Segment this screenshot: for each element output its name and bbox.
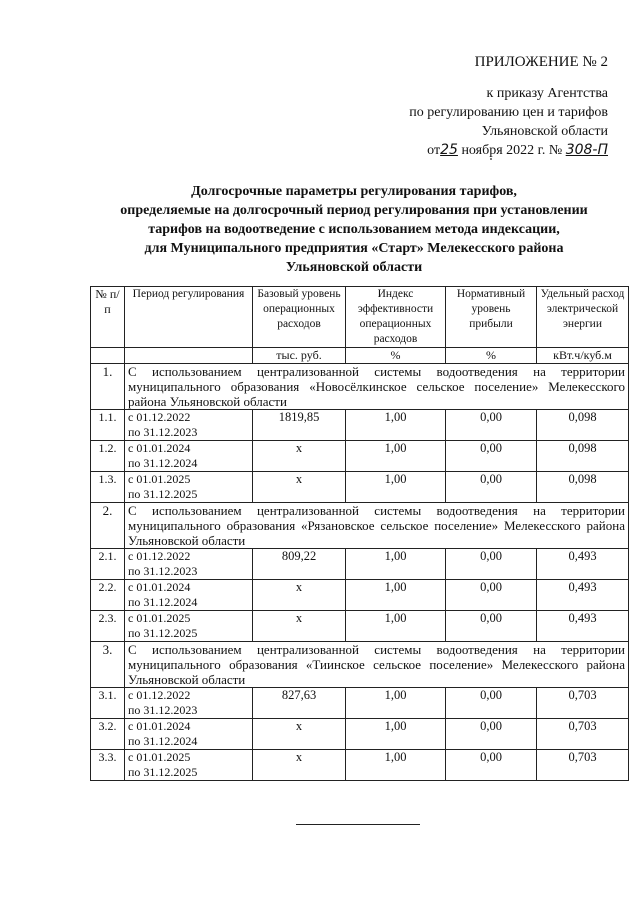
row-profit-level: 0,00 [446,611,537,642]
period-from: с 01.01.2025 [128,472,191,486]
period-to: по 31.12.2024 [128,595,198,609]
date-day-handwritten: 25 [440,142,458,158]
row-period [125,688,253,719]
period-from: с 01.01.2025 [128,611,191,625]
annex-line-3: Ульяновской области [481,124,608,139]
heading-line-3: тарифов на водоотведение с использованием метода индексации, [148,222,560,237]
table-row [91,410,629,441]
row-energy-consumption: 0,098 [537,472,629,503]
row-number: 2.2. [91,580,125,611]
period-to: по 31.12.2025 [128,487,198,501]
period-from: с 01.12.2022 [128,688,191,702]
period-to: по 31.12.2024 [128,456,198,470]
row-energy-consumption: 0,703 [537,688,629,719]
row-number: 1.2. [91,441,125,472]
header-base-opex: Базовый уровень операционных расходов [253,287,346,348]
table-row [91,688,629,719]
row-base-opex: х [253,750,346,781]
row-efficiency-index: 1,00 [346,719,446,750]
row-profit-level: 0,00 [446,472,537,503]
period-from: с 01.12.2022 [128,410,191,424]
table-row [91,441,629,472]
document-heading [80,182,628,277]
tariff-parameters-table [90,286,629,781]
annex-line-1: к приказу Агентства [486,86,608,101]
row-energy-consumption: 0,703 [537,719,629,750]
units-row [91,348,629,364]
header-energy-consumption: Удельный расход электрической энергии [537,287,629,348]
period-to: по 31.12.2023 [128,564,198,578]
table-row [91,719,629,750]
row-efficiency-index: 1,00 [346,410,446,441]
header-num: № п/п [91,287,125,348]
table-row [91,580,629,611]
row-energy-consumption: 0,493 [537,549,629,580]
row-number: 3.1. [91,688,125,719]
row-base-opex: 1819,85 [253,410,346,441]
section-row [91,503,629,549]
row-energy-consumption: 0,493 [537,611,629,642]
unit-profit: % [446,348,537,364]
row-base-opex: х [253,611,346,642]
row-profit-level: 0,00 [446,719,537,750]
row-period [125,410,253,441]
header-row [91,287,629,348]
header-period: Период регулирования [125,287,253,348]
row-efficiency-index: 1,00 [346,580,446,611]
row-number: 1.1. [91,410,125,441]
table-row [91,472,629,503]
order-number-handwritten: 308-П [565,142,608,158]
table-row [91,750,629,781]
header-efficiency-index: Индекс эффективности операционных расходов [346,287,446,348]
row-efficiency-index: 1,00 [346,688,446,719]
row-profit-level: 0,00 [446,410,537,441]
unit-index: % [346,348,446,364]
row-efficiency-index: 1,00 [346,611,446,642]
annex-date-line [348,141,608,160]
date-rest: ноября 2022 г. № [457,143,566,158]
table-row [91,611,629,642]
heading-line-2: определяемые на долгосрочный период регулирования при установлении [120,203,588,218]
section-number: 1. [91,364,125,410]
row-number: 3.2. [91,719,125,750]
period-to: по 31.12.2025 [128,626,198,640]
annex-block [348,54,608,160]
row-energy-consumption: 0,098 [537,441,629,472]
annex-line-2: по регулированию цен и тарифов [409,105,608,120]
scan-dot [490,158,492,160]
header-profit-level: Нормативный уровень прибыли [446,287,537,348]
unit-num-empty [91,348,125,364]
row-period [125,719,253,750]
row-base-opex: х [253,472,346,503]
row-period [125,441,253,472]
row-number: 3.3. [91,750,125,781]
heading-line-1: Долгосрочные параметры регулирования тарифов, [191,184,517,199]
row-energy-consumption: 0,493 [537,580,629,611]
row-number: 2.1. [91,549,125,580]
section-description: С использованием централизованной системы водоотведения на территории муниципального образования «Рязановское сельское поселение» Мелекесского района Ульяновской области [125,503,629,549]
row-base-opex: х [253,441,346,472]
section-row [91,642,629,688]
row-period [125,580,253,611]
period-from: с 01.01.2024 [128,719,191,733]
row-efficiency-index: 1,00 [346,750,446,781]
period-from: с 01.01.2024 [128,580,191,594]
row-efficiency-index: 1,00 [346,549,446,580]
unit-period-empty [125,348,253,364]
row-energy-consumption: 0,703 [537,750,629,781]
section-row [91,364,629,410]
heading-line-5: Ульяновской области [285,260,423,275]
row-base-opex: х [253,580,346,611]
row-period [125,611,253,642]
period-to: по 31.12.2023 [128,703,198,717]
period-from: с 01.01.2025 [128,750,191,764]
row-profit-level: 0,00 [446,688,537,719]
annex-title: ПРИЛОЖЕНИЕ № 2 [474,54,608,70]
bottom-rule [296,824,420,825]
period-from: с 01.01.2024 [128,441,191,455]
period-from: с 01.12.2022 [128,549,191,563]
section-number: 3. [91,642,125,688]
unit-energy: кВт.ч/куб.м [537,348,629,364]
period-to: по 31.12.2025 [128,765,198,779]
row-number: 1.3. [91,472,125,503]
row-number: 2.3. [91,611,125,642]
row-period [125,472,253,503]
period-to: по 31.12.2023 [128,425,198,439]
row-efficiency-index: 1,00 [346,441,446,472]
row-base-opex: 809,22 [253,549,346,580]
period-to: по 31.12.2024 [128,734,198,748]
row-base-opex: х [253,719,346,750]
row-profit-level: 0,00 [446,549,537,580]
row-base-opex: 827,63 [253,688,346,719]
section-description: С использованием централизованной системы водоотведения на территории муниципального образования «Тиинское сельское поселение» Мелекесского района Ульяновской области [125,642,629,688]
row-profit-level: 0,00 [446,580,537,611]
row-profit-level: 0,00 [446,441,537,472]
section-description: С использованием централизованной системы водоотведения на территории муниципального образования «Новосёлкинское сельское поселение» Мелекесского района Ульяновской области [125,364,629,410]
heading-line-4: для Муниципального предприятия «Старт» Мелекесского района [144,241,564,256]
row-energy-consumption: 0,098 [537,410,629,441]
row-period [125,750,253,781]
table-row [91,549,629,580]
row-profit-level: 0,00 [446,750,537,781]
section-number: 2. [91,503,125,549]
unit-base: тыс. руб. [253,348,346,364]
row-efficiency-index: 1,00 [346,472,446,503]
row-period [125,549,253,580]
date-prefix: от [427,143,441,158]
